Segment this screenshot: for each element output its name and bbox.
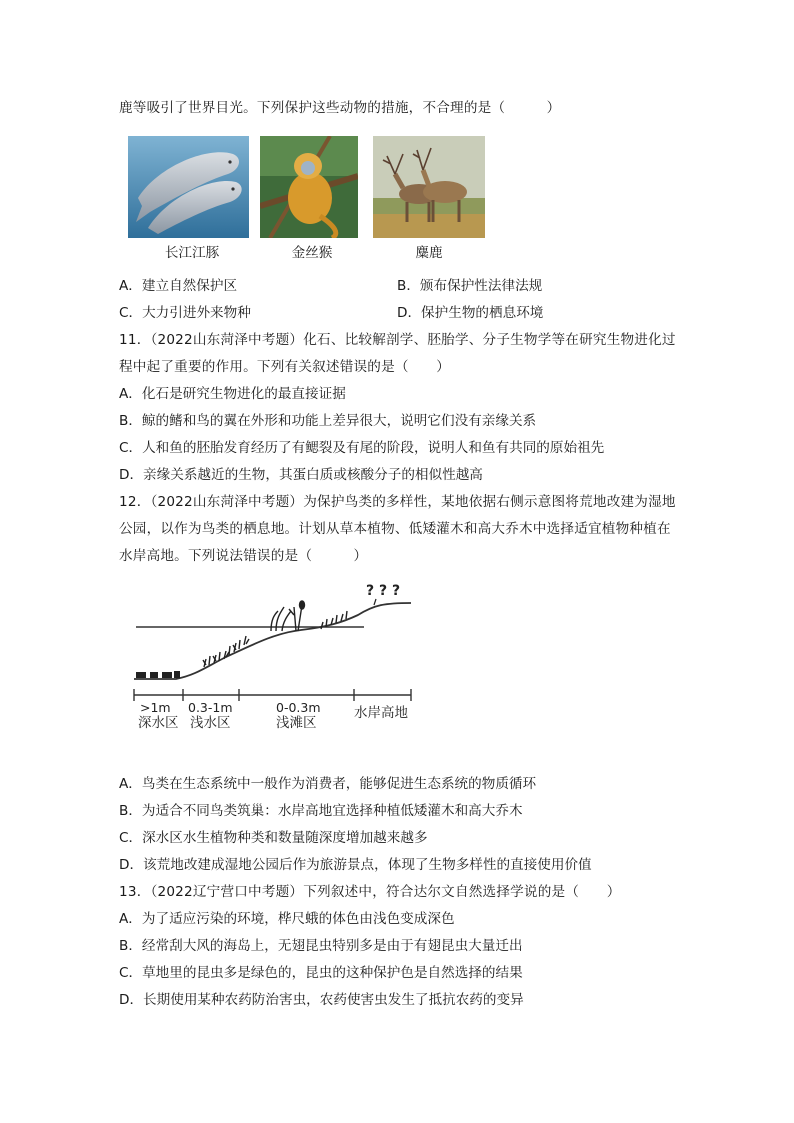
q11-option-c[interactable]: C．人和鱼的胚胎发育经历了有鳃裂及有尾的阶段，说明人和鱼有共同的原始祖先 [119, 440, 605, 456]
zone-depth-label-deep: >1m [140, 700, 171, 715]
pere-david-deer-photo [373, 136, 485, 238]
finless-porpoise-photo [128, 136, 249, 238]
q11-option-a[interactable]: A．化石是研究生物进化的最直接证据 [119, 386, 346, 402]
q12-option-c[interactable]: C．深水区水生植物种类和数量随深度增加越来越多 [119, 830, 428, 846]
ground-profile-line [134, 603, 411, 679]
q11-option-d[interactable]: D．亲缘关系越近的生物，其蛋白质或核酸分子的相似性越高 [119, 467, 483, 483]
zone-name-deep: 深水区 [138, 715, 179, 731]
shallow-water-plants [203, 636, 249, 667]
deep-water-plants [136, 671, 180, 678]
q13-option-a[interactable]: A．为了适应污染的环境，桦尺蛾的体色由浅色变成深色 [119, 911, 455, 927]
zone-name-highland: 水岸高地 [354, 705, 408, 721]
q11-stem-line-2: 程中起了重要的作用。下列有关叙述错误的是（ ） [119, 359, 451, 375]
q12-option-d[interactable]: D．该荒地改建成湿地公园后作为旅游景点，体现了生物多样性的直接使用价值 [119, 857, 592, 873]
q10-option-d[interactable]: D．保护生物的栖息环境 [397, 305, 544, 321]
q10-option-a[interactable]: A．建立自然保护区 [119, 278, 238, 294]
monkey-caption: 金丝猴 [291, 245, 333, 261]
q13-option-c[interactable]: C．草地里的昆虫多是绿色的，昆虫的这种保护色是自然选择的结果 [119, 965, 523, 981]
q10-option-c[interactable]: C．大力引进外来物种 [119, 305, 251, 321]
q12-stem-line-2: 公园，以作为鸟类的栖息地。计划从草本植物、低矮灌木和高大乔木中选择适宜植物种植在 [119, 521, 671, 537]
zone-depth-label-shallow: 0.3-1m [188, 700, 233, 715]
deer-caption: 麋鹿 [415, 245, 443, 261]
wetland-profile-diagram [126, 575, 426, 735]
q13-stem: 13．（2022辽宁营口中考题）下列叙述中，符合达尔文自然选择学说的是（ ） [119, 884, 621, 900]
porpoise-caption: 长江江豚 [164, 245, 220, 261]
q12-stem-line-1: 12．（2022山东菏泽中考题）为保护鸟类的多样性，某地依据右侧示意图将荒地改建为湿地 [119, 494, 676, 510]
q12-stem-line-3: 水岸高地。下列说法错误的是（ ） [119, 548, 368, 564]
zone-name-shoal: 浅滩区 [276, 715, 317, 731]
golden-monkey-photo [260, 136, 358, 238]
q11-option-b[interactable]: B．鲸的鳍和鸟的翼在外形和功能上差异很大，说明它们没有亲缘关系 [119, 413, 537, 429]
highland-question-marks: ? ? ? [366, 583, 401, 599]
q12-option-b[interactable]: B．为适合不同鸟类筑巢：水岸高地宜选择种植低矮灌木和高大乔木 [119, 803, 523, 819]
zone-name-shallow: 浅水区 [190, 715, 231, 731]
q11-stem-line-1: 11．（2022山东菏泽中考题）化石、比较解剖学、胚胎学、分子生物学等在研究生物进化过 [119, 332, 676, 348]
zone-depth-label-shoal: 0-0.3m [276, 700, 321, 715]
q10-stem: 鹿等吸引了世界目光。下列保护这些动物的措施，不合理的是（ ） [119, 100, 561, 116]
q13-option-d[interactable]: D．长期使用某种农药防治害虫，农药使害虫发生了抵抗农药的变异 [119, 992, 524, 1008]
q10-option-b[interactable]: B．颁布保护性法律法规 [397, 278, 543, 294]
q12-option-a[interactable]: A．鸟类在生态系统中一般作为消费者，能够促进生态系统的物质循环 [119, 776, 537, 792]
q13-option-b[interactable]: B．经常刮大风的海岛上，无翅昆虫特别多是由于有翅昆虫大量迁出 [119, 938, 523, 954]
